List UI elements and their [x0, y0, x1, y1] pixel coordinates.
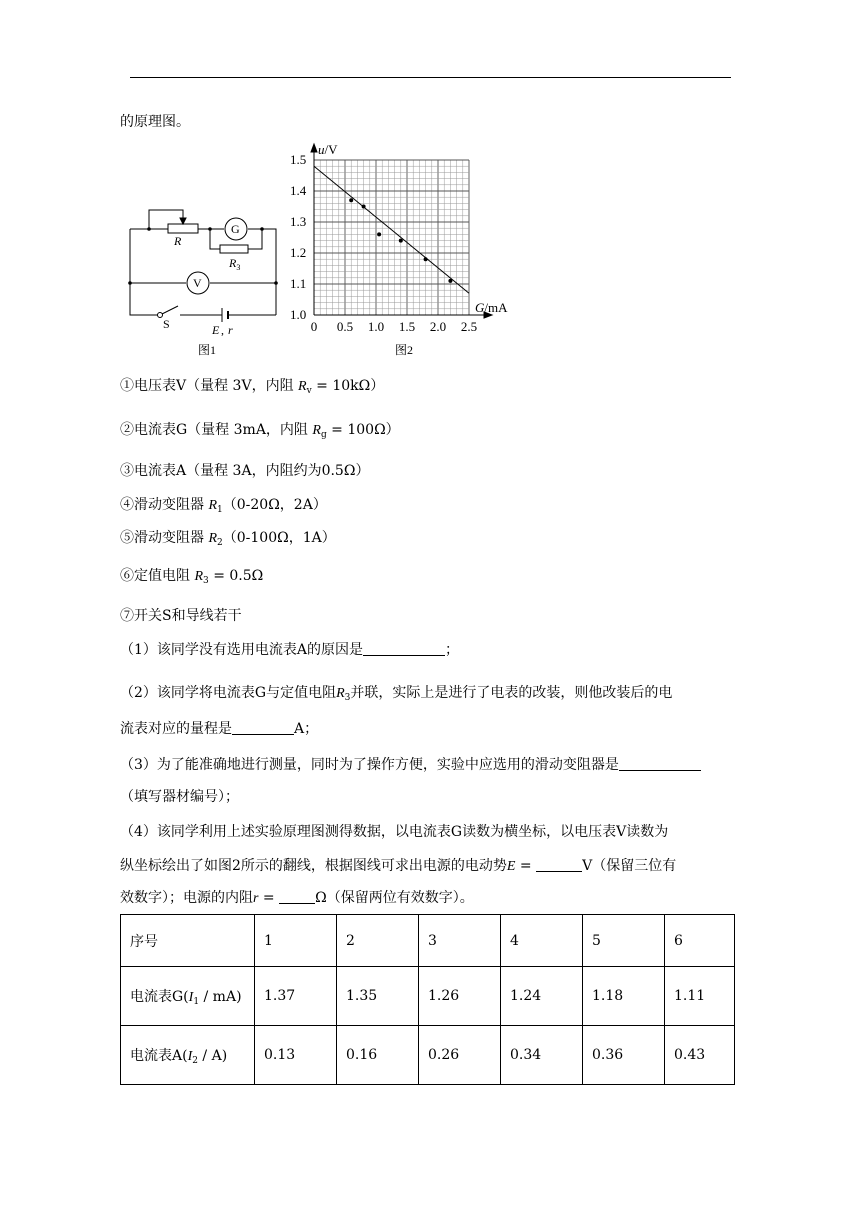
- table-cell: 1.35: [337, 967, 419, 1026]
- item-3: ③电流表A（量程 3A，内阻约为0.5Ω）: [120, 463, 370, 479]
- y-tick-label: 1.3: [290, 214, 307, 229]
- circuit-diagram: [118, 198, 283, 358]
- item-6: ⑥定值电阻 $R_3 = 0.5\Omega$: [120, 568, 264, 586]
- table-cell: 6: [665, 915, 735, 967]
- answer-blank-2[interactable]: [232, 720, 294, 735]
- table-row: [121, 1026, 735, 1085]
- y-tick-label: 1.1: [290, 276, 307, 291]
- y-tick-label: 1.5: [290, 152, 307, 167]
- data-point: [448, 279, 452, 283]
- label-R3: $R_3$: [229, 256, 241, 272]
- switch-S: [158, 313, 163, 318]
- y-tick-label: 1.0: [290, 307, 307, 322]
- question-3: （3）为了能准确地进行测量，同时为了操作方便，实验中应选用的滑动变阻器是: [120, 755, 701, 775]
- x-tick-label: 0.5: [336, 319, 354, 334]
- label-G: G: [231, 222, 240, 236]
- table-cell: 0.16: [337, 1026, 419, 1085]
- label-S: S: [163, 317, 170, 331]
- answer-blank-3[interactable]: [619, 756, 701, 771]
- chart-axes: [311, 144, 492, 318]
- table-cell: 1.26: [419, 967, 501, 1026]
- table-cell: 1.11: [665, 967, 735, 1026]
- table-cell: 1.18: [583, 967, 665, 1026]
- rheostat-R: [168, 224, 198, 233]
- table-cell: 0.34: [501, 1026, 583, 1085]
- table-cell: 0.13: [255, 1026, 337, 1085]
- item-2: ②电流表G（量程 3mA，内阻 $R_g = 100\Omega$）: [120, 422, 400, 440]
- data-point: [377, 232, 381, 236]
- x-tick-label: 0: [310, 319, 318, 334]
- data-table: [120, 914, 735, 1085]
- x-tick-label: 2.5: [460, 319, 478, 334]
- resistor-R3: [220, 245, 248, 253]
- label-E: E: [212, 323, 220, 337]
- y-axis-label: u/V: [318, 142, 338, 157]
- table-header-row: [121, 915, 735, 967]
- question-4-cont: 纵坐标绘出了如图2所示的翻线，根据图线可求出电源的电动势E = V（保留三位有: [120, 858, 677, 874]
- intro-text: 的原理图。: [120, 114, 190, 130]
- data-point: [362, 205, 366, 209]
- x-tick-label: 1.0: [367, 319, 385, 334]
- table-row: [121, 967, 735, 1026]
- label-V: V: [193, 276, 202, 290]
- question-1: （1）该同学没有选用电流表A的原因是 ；: [120, 642, 460, 658]
- question-4-cont2: 效数字）；电源的内阻r = Ω（保留两位有效数字）。: [120, 890, 474, 906]
- answer-blank-1[interactable]: [363, 641, 445, 656]
- table-cell: 1.37: [255, 967, 337, 1026]
- header-rule: [130, 77, 731, 78]
- table-cell: 0.36: [583, 1026, 665, 1085]
- fit-line: [314, 166, 469, 293]
- x-tick-label: 1.5: [398, 319, 416, 334]
- question-3-cont: （填写器材编号）；: [120, 789, 239, 805]
- chart-grid: [314, 160, 469, 315]
- item-5: ⑤滑动变阻器 $R_2(0-100\Omega$，1A）: [120, 530, 336, 548]
- table-cell: 0.43: [665, 1026, 735, 1085]
- item-7: ⑦开关S和导线若干: [120, 608, 242, 624]
- y-tick-label: 1.4: [290, 183, 307, 198]
- fig1-caption: 图1: [198, 343, 217, 357]
- item-4: ④滑动变阻器 $R_1(0-20\Omega$，2A）: [120, 497, 327, 515]
- table-row-label: 电流表$A(I_2 / A)$: [121, 1026, 255, 1085]
- table-cell: 4: [501, 915, 583, 967]
- table-row-label: 电流表$G(I_1 / mA)$: [121, 967, 255, 1026]
- table-cell: 5: [583, 915, 665, 967]
- x-tick-label: 2.0: [429, 319, 447, 334]
- question-4: （4）该同学利用上述实验原理图测得数据，以电流表G读数为横坐标，以电压表V读数为: [120, 824, 669, 840]
- y-tick-label: 1.2: [290, 245, 307, 260]
- x-axis-label: G/mA: [475, 300, 508, 315]
- question-2-cont: 流表对应的量程是 A；: [120, 721, 319, 737]
- label-r: r: [228, 323, 233, 337]
- left-wire: [130, 229, 158, 315]
- answer-blank-r[interactable]: [279, 889, 315, 904]
- table-cell: 1: [255, 915, 337, 967]
- table-cell: 2: [337, 915, 419, 967]
- question-2: （2）该同学将电流表G与定值电阻$R_3$并联，实际上是进行了电表的改装，则他改装后的电: [120, 685, 673, 703]
- table-cell: 3: [419, 915, 501, 967]
- chart: [285, 140, 530, 360]
- fig2-caption: 图2: [395, 343, 414, 357]
- table-cell: 序号: [121, 915, 255, 967]
- data-point: [424, 257, 428, 261]
- data-point: [399, 239, 403, 243]
- label-R: R: [174, 234, 182, 248]
- answer-blank-E[interactable]: [536, 857, 582, 872]
- label-comma: ,: [221, 323, 224, 337]
- data-point: [349, 198, 353, 202]
- table-cell: 1.24: [501, 967, 583, 1026]
- item-1: ①电压表V（量程 3V，内阻 $R_v = 10k\Omega$）: [120, 378, 385, 396]
- table-cell: 0.26: [419, 1026, 501, 1085]
